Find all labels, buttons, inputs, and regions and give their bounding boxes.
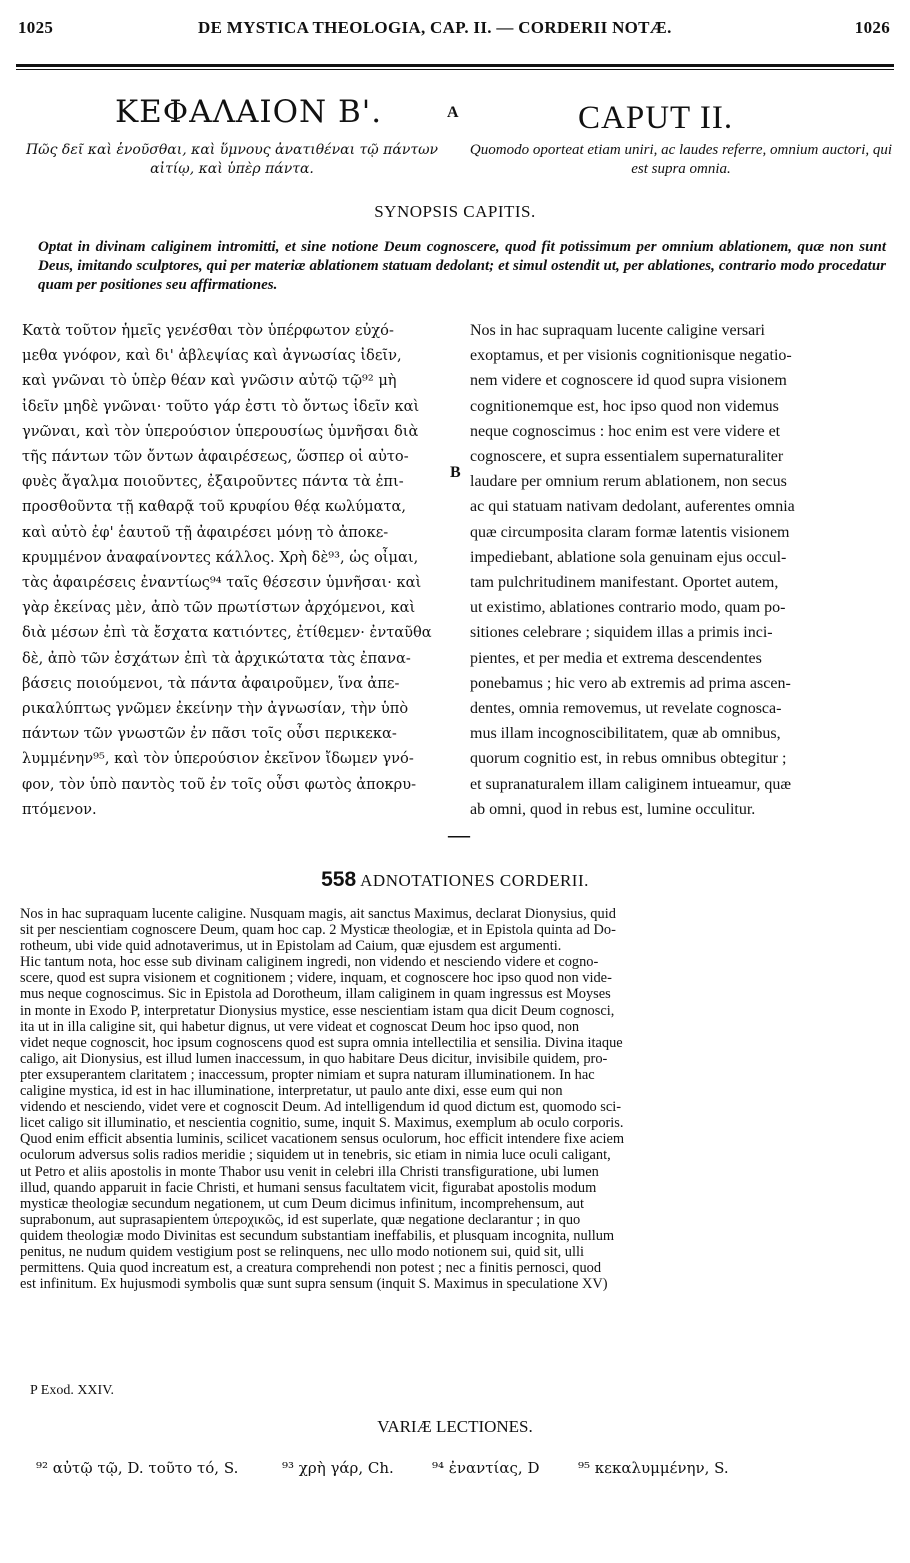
column-marker-b: B — [450, 464, 461, 481]
annotation-number: 558 — [321, 868, 357, 891]
synopsis-text: Optat in divinam caliginem intromitti, et sine notione Deum cognoscere, quod fit potissimum per omnium ablationem, quæ non sunt Deus, imitando sculptores, qui per materiæ ablationem statuam dedolant; et simul ostendit ut, per ablationes, contrario modo procedatur quam per positiones seu affirmationes. — [38, 239, 886, 293]
page-number-left: 1025 — [18, 18, 54, 37]
section-separator: — — [448, 822, 470, 847]
variant-reading-2: ⁹³ χρὴ γάρ, Ch. — [282, 1459, 394, 1477]
page-number-right: 1026 — [854, 18, 890, 37]
annotations-heading: ADNOTATIONES CORDERII. — [360, 871, 589, 890]
variant-reading-1: ⁹² αὐτῷ τῷ, D. τοῦτο τό, S. — [36, 1459, 239, 1477]
variae-heading: VARIÆ LECTIONES. — [377, 1417, 533, 1436]
footnote: P Exod. XXIV. — [30, 1383, 115, 1398]
variant-reading-4: ⁹⁵ κεκαλυμμένην, S. — [578, 1459, 729, 1477]
greek-chapter-subtitle: Πῶς δεῖ καὶ ἑνοῦσθαι, καὶ ὕμνους ἀνατιθέναι τῷ πάντων αἰτίῳ, καὶ ὑπὲρ πάντα. — [25, 142, 439, 177]
latin-text-column: Nos in hac supraquam lucente caligine versari exoptamus, et per visionis cognitionisque negatio- nem videre et cognoscere id quod supra visionem cognitionemque est, hoc ipso quod non videmus neque cognoscimus : hoc enim est vere videre et cognoscere, et supra essentialem supernaturaliter laudare per omnium rerum ablationem, non secus ac qui statuam nativam dedolant, auferentes omnia quæ circumposita claram formæ latentis visionem impediebant, ablatione sola genuinam ejus occul- tam pulchritudinem manifestant. Oportet autem, ut existimo, ablationes contrario modo, quam po- sitiones celebrare ; siquidem illas a primis inci- pientes, et per media et extrema descendentes ponebamus ; hic vero ab extremis ad prima ascen- dentes, omnia removemus, ut revelate cognosca- mus illam incognoscibilitatem, quæ ab omnibus, quorum cognitio est, in rebus omnibus obtegitur ; et supranaturalem illam caliginem intueamur, quæ ab omni, quod in rebus est, lumine occulitur. — [470, 322, 795, 818]
variant-reading-3: ⁹⁴ ἐναντίας, D — [432, 1459, 540, 1477]
latin-chapter-title: CAPUT II. — [578, 100, 734, 136]
header-rule-thin — [16, 69, 894, 70]
annotations-text: Nos in hac supraquam lucente caligine. Nusquam magis, ait sanctus Maximus, declarat Dionysius, quid sit per nescientiam cognoscere Deum, quam hoc cap. 2 Mysticæ theologiæ, et in Epistola quinta ad Do- rotheum, ubi vide quid adnotaverimus, ut in Epistolam ad Caium, quæ ejusdem est argumenti. Hic tantum nota, hoc esse sub divinam caliginem ingredi, non videndo et nesciendo videre et cogno- scere, quod est supra visionem et cognitionem ; videre, inquam, et cognoscere hoc ipso quod non vide- mus neque cognoscimus. Sic in Epistola ad Dorotheum, illam caliginem in quam ingressus est Moyses in monte in Exodo P, interpretatur Dionysius mystice, esse nescientiam istam qua dicit Deum cognosci, ita ut in illa caligine sit, qui habetur dignus, ut vere videat et cognoscat Deum hoc ipso quod, non videt neque cognoscit, hoc ipsum cognoscens quod est supra omnia intellectilia et sensilia. Divina itaque caligo, ait Dionysius, est illud lumen inaccessum, in quo habitare Deus dicitur, invisibile quidem, pro- pter exsuperantem claritatem ; inaccessum, propter nimiam et supra naturam illuminationem. In hac caligine mystica, id est in hac illuminatione, interpretatur, ut paulo ante dixi, esse eum qui non videndo et nesciendo, videt vere et cognoscit Deum. Ad intelligendum id quod dictum est, quomodo sci- licet caligo sit illuminatio, et nescientia cognitio, sume, inquit S. Maximus, exemplum ab oculo corporis. Quod enim efficit absentia luminis, scilicet vacationem sensus oculorum, hoc efficit intendere fixe aciem oculorum adversus solis radios meridie ; siquidem ut in tenebris, sic etiam in nimia luce oculi caligant, ut Petro et aliis apostolis in monte Thabor usu venit in celebri illa Christi transfiguratione, ubi lumen illud, quando apparuit in facie Christi, et humani sensus facultatem vicit, figurabat apostolis modum mysticæ theologiæ secundum negationem, ut cum Deum dicimus infinitum, incomprehensum, aut suprabonum, aut suprasapientem ὑπεροχικῶς, id est superlate, quæ negatione declarantur ; in quo quidem theologiæ modo Divinitas est secundum substantiam ineffabilis, et plusquam incognita, nullum penitus, ne nudum quidem vestigium post se relinquens, nec ullo modo notionem sui, quid sit, ulli permittens. Quia quod increatum est, a creatura comprehendi non potest ; nec a finitis pernosci, quod est infinitum. Ex hujusmodi symbolis quæ sunt supra sensum (inquit S. Maximus in speculatione XV) — [20, 906, 625, 1293]
greek-text-column: Κατὰ τοῦτον ἡμεῖς γενέσθαι τὸν ὑπέρφωτον εὐχό- μεθα γνόφον, καὶ δι' ἀβλεψίας καὶ ἀγνωσίας ἰδεῖν, καὶ γνῶναι τὸ ὑπὲρ θέαν καὶ γνῶσιν αὐτῷ τῷ⁹² μὴ ἰδεῖν μηδὲ γνῶναι· τοῦτο γάρ ἐστι τὸ ὄντως ἰδεῖν καὶ γνῶναι, καὶ τὸν ὑπερούσιον ὑπερουσίως ὑμνῆσαι διὰ τῆς πάντων τῶν ὄντων ἀφαιρέσεως, ὥσπερ οἱ αὐτο- φυὲς ἄγαλμα ποιοῦντες, ἐξαιροῦντες πάντα τὰ ἐπι- προσθοῦντα τῇ καθαρᾷ τοῦ κρυφίου θέᾳ κωλύματα, καὶ αὐτὸ ἐφ' ἑαυτοῦ τῇ ἀφαιρέσει μόνῃ τὸ ἀποκε- κρυμμένον ἀναφαίνοντες κάλλος. Χρὴ δὲ⁹³, ὡς οἶμαι, τὰς ἀφαιρέσεις ἐναντίως⁹⁴ ταῖς θέσεσιν ὑμνῆσαι· καὶ γὰρ ἐκείνας μὲν, ἀπὸ τῶν πρωτίστων ἀρχόμενοι, καὶ διὰ μέσων ἐπὶ τὰ ἔσχατα κατιόντες, ἐτίθεμεν· ἐνταῦθα δὲ, ἀπὸ τῶν ἐσχάτων ἐπὶ τὰ ἀρχικώτατα τὰς ἐπανα- βάσεις ποιούμενοι, τὰ πάντα ἀφαιροῦμεν, ἵνα ἀπε- ρικαλύπτως γνῶμεν ἐκείνην τὴν ἀγνωσίαν, τὴν ὑπὸ πάντων τῶν γνωστῶν ἐν πᾶσι τοῖς οὖσι περικεκα- λυμμένην⁹⁵, καὶ τὸν ὑπερούσιον ἐκεῖνον ἴδωμεν γνό- φον, τὸν ὑπὸ παντὸς τοῦ ἐν τοῖς οὖσι φωτὸς ἀποκρυ- πτόμενον. — [22, 322, 432, 818]
header-rule — [16, 64, 894, 67]
annotations-heading-row — [0, 868, 910, 892]
latin-chapter-subtitle: Quomodo oporteat etiam uniri, ac laudes referre, omnium auctori, qui est supra omnia. — [469, 142, 893, 177]
greek-chapter-title: ΚΕΦΑΛΑΙΟΝ Β'. — [115, 94, 383, 130]
column-marker-a: A — [447, 104, 459, 121]
synopsis-heading: SYNOPSIS CAPITIS. — [374, 202, 536, 221]
running-title: DE MYSTICA THEOLOGIA, CAP. II. — CORDERII NOTÆ. — [198, 18, 672, 37]
